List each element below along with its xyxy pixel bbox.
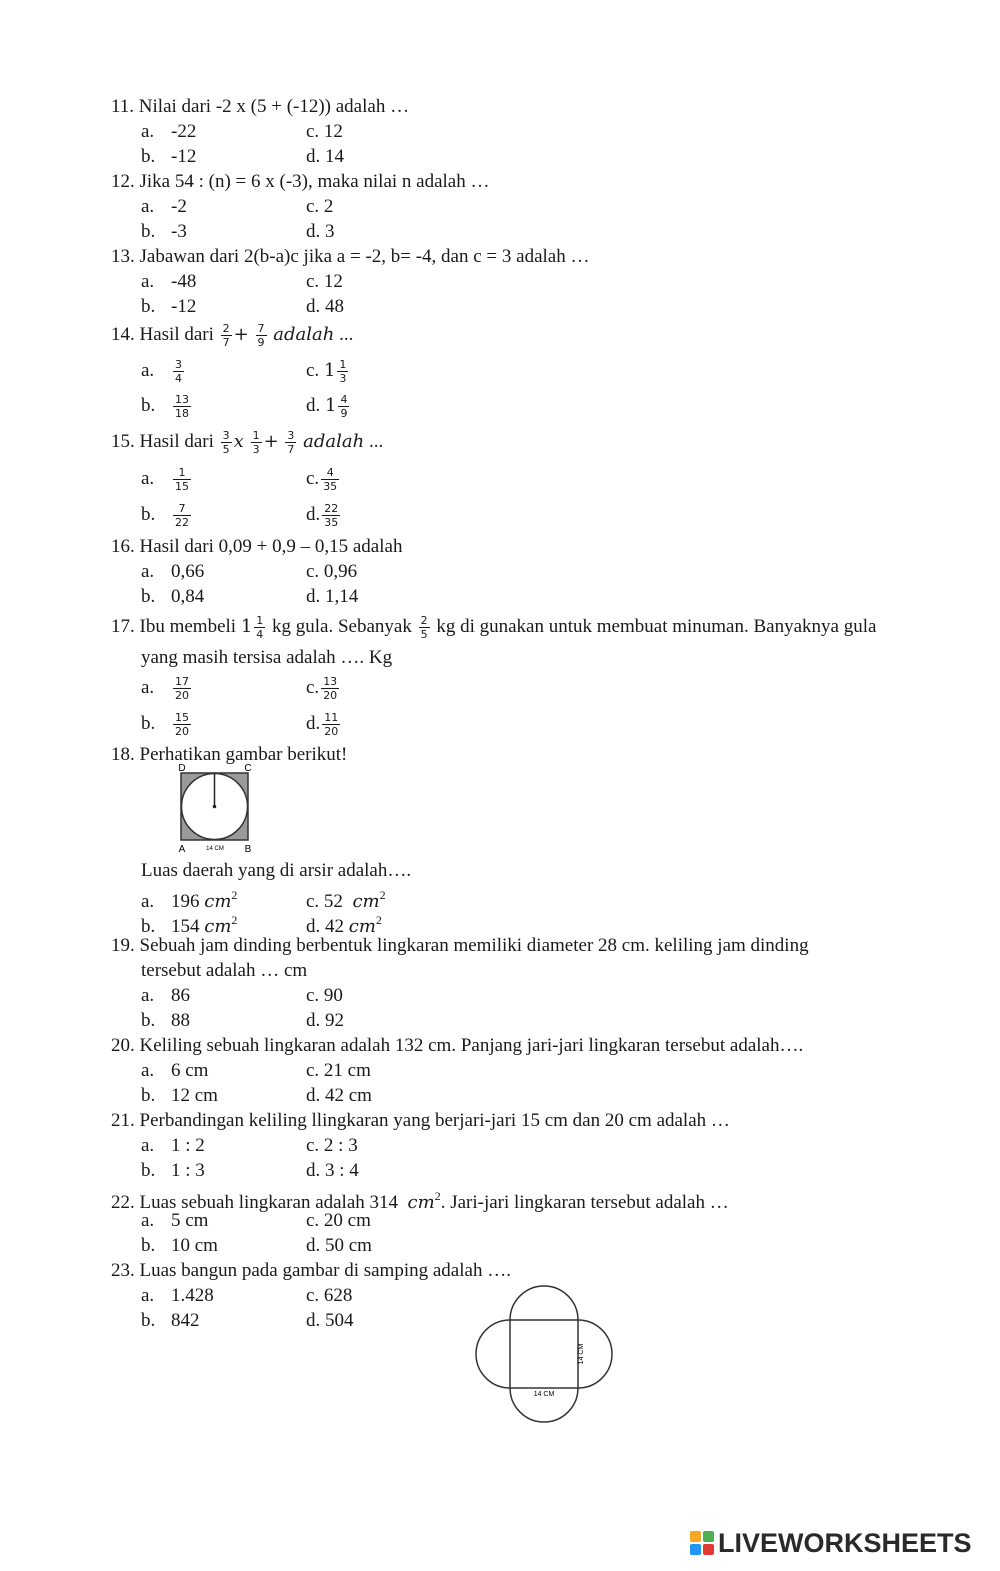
q14-fraction-1: $\frac{2}{7}$ xyxy=(222,322,230,349)
question-15: 15. Hasil dari $\frac{3}{5}$ x $\frac{1}{3}$ + $\frac{3}{7}$ adalah ... xyxy=(111,429,384,456)
q22-option-a[interactable]: a. 5 cm xyxy=(141,1210,209,1231)
q22-option-d[interactable]: d. 50 cm xyxy=(306,1235,372,1256)
question-23: 23. Luas bangun pada gambar di samping adalah …. xyxy=(111,1260,511,1281)
question-11: 11. Nilai dari -2 x (5 + (-12)) adalah … xyxy=(111,96,410,117)
q12-option-a[interactable]: a. -2 xyxy=(141,196,187,217)
q16-option-a[interactable]: a. 0,66 xyxy=(141,561,205,582)
q14-option-c[interactable]: c. 1 $\frac{1}{3}$ xyxy=(306,358,347,385)
q21-option-d[interactable]: d. 3 : 4 xyxy=(306,1160,359,1181)
logo-square-1 xyxy=(690,1531,701,1542)
q11-option-d[interactable]: d. 14 xyxy=(306,146,344,167)
q18-center-dot xyxy=(213,805,217,809)
liveworksheets-brand-text: LIVEWORKSHEETS xyxy=(718,1527,972,1558)
q18-label-a: A xyxy=(178,844,186,855)
q19-option-d[interactable]: d. 92 xyxy=(306,1010,344,1031)
q15-option-a[interactable]: a. $\frac{1}{15}$ xyxy=(141,466,189,493)
q23-right-label: 14 CM xyxy=(578,1343,585,1365)
q15-option-d[interactable]: d. $\frac{22}{35}$ xyxy=(306,502,339,529)
liveworksheets-logo xyxy=(690,1528,972,1558)
q20-option-d[interactable]: d. 42 cm xyxy=(306,1085,372,1106)
q15-option-c[interactable]: c. $\frac{4}{35}$ xyxy=(306,466,338,493)
q13-option-d[interactable]: d. 48 xyxy=(306,296,344,317)
logo-square-2 xyxy=(703,1531,714,1542)
q23-option-a[interactable]: a. 1.428 xyxy=(141,1285,214,1306)
q20-option-c[interactable]: c. 21 cm xyxy=(306,1060,371,1081)
q15-option-b[interactable]: b. $\frac{7}{22}$ xyxy=(141,502,189,529)
q18-prompt: Luas daerah yang di arsir adalah…. xyxy=(141,860,412,881)
q22-option-c[interactable]: c. 20 cm xyxy=(306,1210,371,1231)
q16-option-d[interactable]: d. 1,14 xyxy=(306,586,359,607)
question-16: 16. Hasil dari 0,09 + 0,9 – 0,15 adalah xyxy=(111,536,403,557)
q12-option-b[interactable]: b. -3 xyxy=(141,221,187,242)
q11-option-a[interactable]: a. -22 xyxy=(141,121,197,142)
q21-option-b[interactable]: b. 1 : 3 xyxy=(141,1160,205,1181)
q16-option-c[interactable]: c. 0,96 xyxy=(306,561,358,582)
q12-option-c[interactable]: c. 2 xyxy=(306,196,334,217)
q17-option-b[interactable]: b. $\frac{15}{20}$ xyxy=(141,711,189,738)
question-19: 19. Sebuah jam dinding berbentuk lingkaran memiliki diameter 28 cm. keliling jam dinding xyxy=(111,935,809,956)
q17-option-a[interactable]: a. $\frac{17}{20}$ xyxy=(141,675,189,702)
q20-option-b[interactable]: b. 12 cm xyxy=(141,1085,218,1106)
question-20: 20. Keliling sebuah lingkaran adalah 132 cm. Panjang jari-jari lingkaran tersebut adalah…. xyxy=(111,1035,804,1056)
q18-label-c: C xyxy=(244,763,252,774)
q14-option-a[interactable]: a. $\frac{3}{4}$ xyxy=(141,358,182,385)
q14-option-b[interactable]: b. $\frac{13}{18}$ xyxy=(141,393,189,420)
question-12: 12. Jika 54 : (n) = 6 x (-3), maka nilai n adalah … xyxy=(111,171,490,192)
question-18: 18. Perhatikan gambar berikut! xyxy=(111,744,348,765)
q23-option-d[interactable]: d. 504 xyxy=(306,1310,354,1331)
q21-option-a[interactable]: a. 1 : 2 xyxy=(141,1135,205,1156)
question-21: 21. Perbandingan keliling llingkaran yang berjari-jari 15 cm dan 20 cm adalah … xyxy=(111,1110,730,1131)
q18-option-c[interactable]: c. 52 $cm^2$ xyxy=(306,888,386,912)
q19-option-a[interactable]: a. 86 xyxy=(141,985,190,1006)
q23-option-c[interactable]: c. 628 xyxy=(306,1285,353,1306)
question-17: 17. Ibu membeli 1 $\frac{1}{4}$ kg gula. Sebanyak $\frac{2}{5}$ kg di gunakan untuk membuat minuman. Banyaknya gula xyxy=(111,614,877,641)
q20-option-a[interactable]: a. 6 cm xyxy=(141,1060,209,1081)
q13-option-a[interactable]: a. -48 xyxy=(141,271,197,292)
q23-top-semicircle xyxy=(510,1286,578,1320)
question-13: 13. Jabawan dari 2(b-a)c jika a = -2, b= -4, dan c = 3 adalah … xyxy=(111,246,590,267)
question-22: 22. Luas sebuah lingkaran adalah 314 $cm^2$. Jari-jari lingkaran tersebut adalah … xyxy=(111,1189,729,1213)
q13-option-c[interactable]: c. 12 xyxy=(306,271,343,292)
liveworksheets-logo-mark-icon xyxy=(690,1531,714,1555)
q14-fraction-2: $\frac{7}{9}$ xyxy=(257,322,265,349)
q11-option-b[interactable]: b. -12 xyxy=(141,146,197,167)
q18-side-length: 14 CM xyxy=(206,846,224,852)
q23-figure xyxy=(470,1280,620,1430)
q11-option-c[interactable]: c. 12 xyxy=(306,121,343,142)
logo-square-3 xyxy=(690,1544,701,1555)
q14-option-d[interactable]: d. 1 $\frac{4}{9}$ xyxy=(306,393,348,420)
q16-option-b[interactable]: b. 0,84 xyxy=(141,586,205,607)
q13-option-b[interactable]: b. -12 xyxy=(141,296,197,317)
q19-option-c[interactable]: c. 90 xyxy=(306,985,343,1006)
q22-option-b[interactable]: b. 10 cm xyxy=(141,1235,218,1256)
q18-figure xyxy=(168,760,268,860)
logo-square-4 xyxy=(703,1544,714,1555)
q21-option-c[interactable]: c. 2 : 3 xyxy=(306,1135,358,1156)
question-17-continued: yang masih tersisa adalah …. Kg xyxy=(141,647,393,668)
q23-center-square xyxy=(510,1320,578,1388)
q12-option-d[interactable]: d. 3 xyxy=(306,221,335,242)
q23-bottom-label: 14 CM xyxy=(533,1391,555,1398)
q18-label-b: B xyxy=(244,844,252,855)
q23-option-b[interactable]: b. 842 xyxy=(141,1310,200,1331)
question-14: 14. Hasil dari $\frac{2}{7}$ + $\frac{7}{9}$ adalah ... xyxy=(111,322,354,349)
q18-label-d: D xyxy=(178,763,186,774)
q23-left-semicircle xyxy=(476,1320,510,1388)
q17-option-d[interactable]: d. $\frac{11}{20}$ xyxy=(306,711,339,738)
q18-option-b[interactable]: b. 154 $cm^2$ xyxy=(141,913,238,937)
q17-option-c[interactable]: c. $\frac{13}{20}$ xyxy=(306,675,338,702)
q18-option-d[interactable]: d. 42 $cm^2$ xyxy=(306,913,382,937)
q19-option-b[interactable]: b. 88 xyxy=(141,1010,190,1031)
q18-option-a[interactable]: a. 196 $cm^2$ xyxy=(141,888,238,912)
question-19-continued: tersebut adalah … cm xyxy=(141,960,308,981)
